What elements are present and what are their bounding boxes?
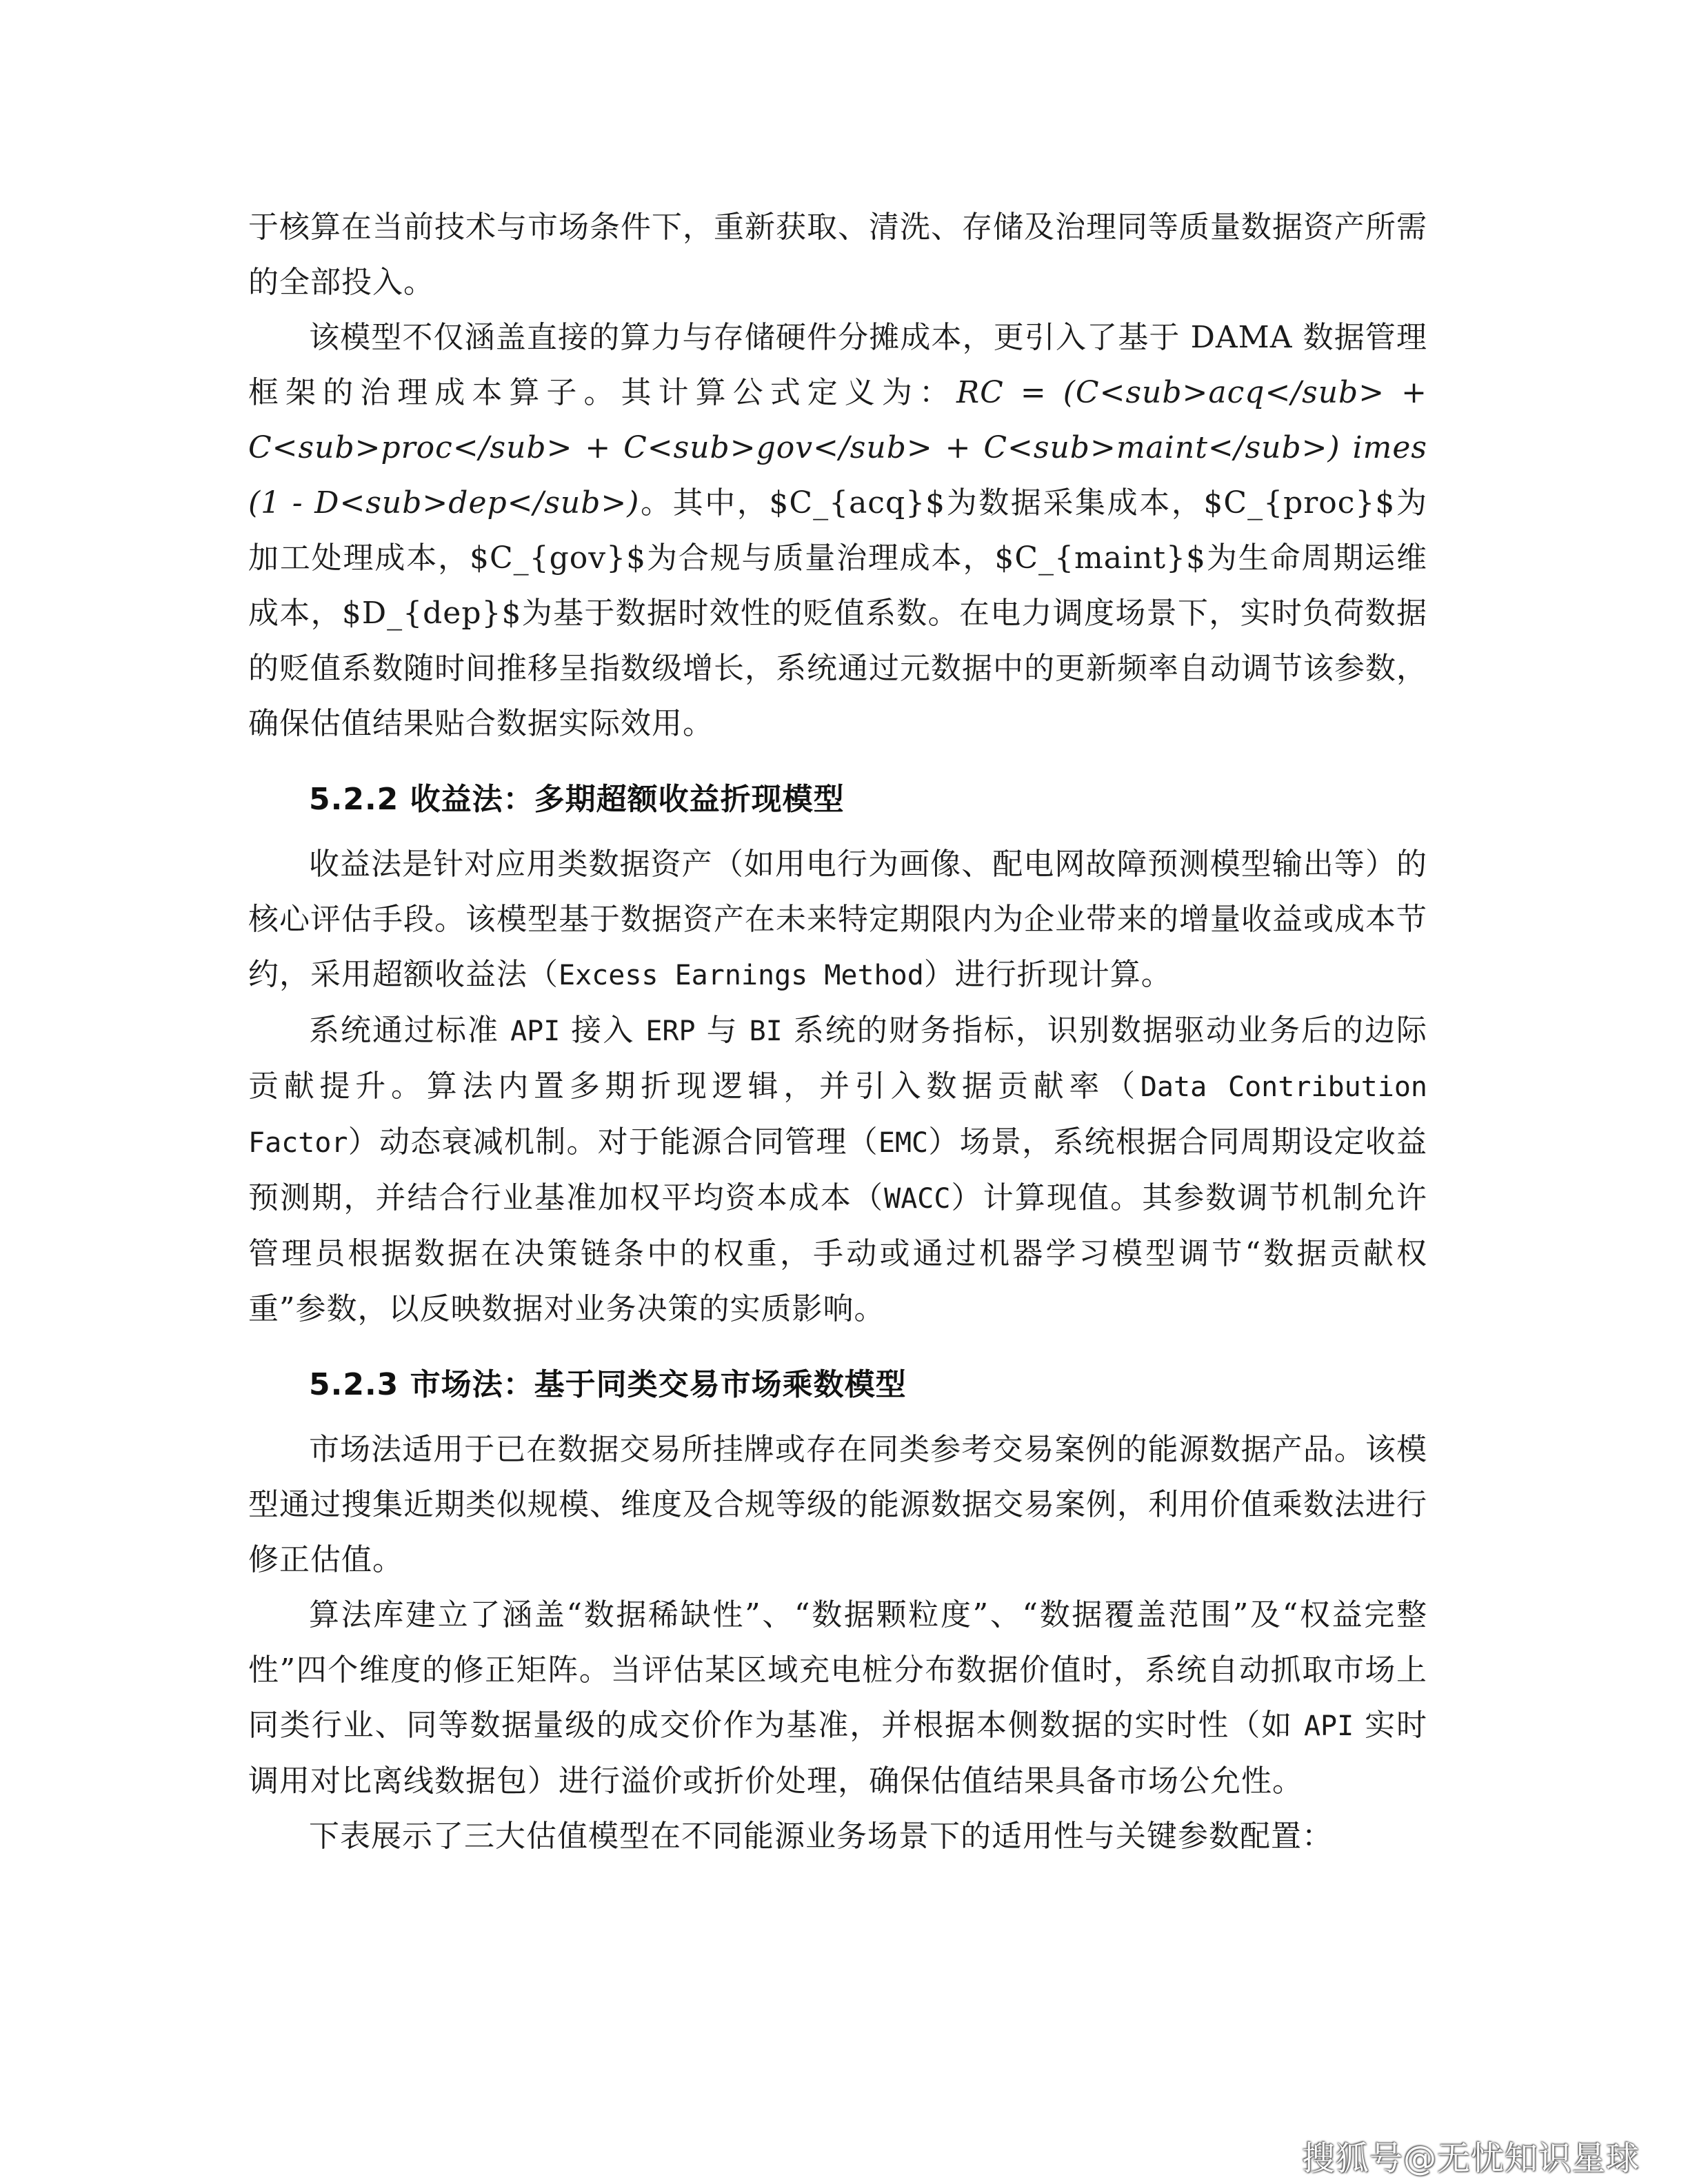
paragraph-text: 算法库建立了涵盖“数据稀缺性”、“数据颗粒度”、“数据覆盖范围”及“权益完整性”四个维度的修正矩阵。当评估某区域充电桩分布数据价值时，系统自动抓取市场上同类行业、同等数据量级的成交价作为基准，并根据本侧数据的实时性（如 bbox=[248, 1597, 1427, 1743]
paragraph-replacement-cost bbox=[248, 310, 1427, 751]
term-excess-earnings: Excess Earnings Method bbox=[559, 960, 924, 991]
term-erp: ERP bbox=[645, 1015, 696, 1047]
term-data-contribution-factor: Data Contribution Factor bbox=[248, 1071, 1427, 1159]
term-api: API bbox=[510, 1015, 561, 1047]
paragraph-adjustment-matrix bbox=[248, 1588, 1427, 1809]
paragraph-income-method bbox=[248, 837, 1427, 1003]
paragraph-text: 该模型不仅涵盖直接的算力与存储硬件分摊成本，更引入了基于 DAMA 数据管理框架的治理成本算子。其计算公式定义为： bbox=[248, 320, 1427, 410]
paragraph-text: 接入 bbox=[560, 1013, 646, 1048]
paragraph-text: 于核算在当前技术与市场条件下，重新获取、清洗、存储及治理同等质量数据资产所需的全部投入。 bbox=[248, 210, 1427, 300]
term-api: API bbox=[1303, 1710, 1354, 1742]
paragraph-text: 实时调用对比离线数据包）进行溢价或折价处理，确保估值结果具备市场公允性。 bbox=[248, 1708, 1427, 1799]
paragraph-text: 下表展示了三大估值模型在不同能源业务场景下的适用性与关键参数配置： bbox=[309, 1819, 1333, 1854]
section-heading-5-2-2: 5.2.2 收益法：多期超额收益折现模型 bbox=[309, 782, 845, 817]
paragraph-system-api bbox=[248, 1003, 1427, 1337]
paragraph-text: 收益法是针对应用类数据资产（如用电行为画像、配电网故障预测模型输出等）的核心评估手段。该模型基于数据资产在未来特定期限内为企业带来的增量收益或成本节约，采用超额收益法（ bbox=[248, 847, 1427, 992]
cost-formula: RC = (C<sub>acq</sub> + C<sub>proc</sub> + C<sub>gov</sub> + C<sub>maint</sub>) imes (1 - D<sub>dep</sub>) bbox=[248, 375, 1427, 520]
paragraph-market-method bbox=[248, 1422, 1427, 1588]
paragraph-text: 系统通过标准 bbox=[309, 1013, 511, 1048]
term-wacc: WACC bbox=[884, 1183, 951, 1215]
paragraph-text: ）进行折现计算。 bbox=[923, 957, 1172, 992]
term-bi: BI bbox=[749, 1015, 783, 1047]
document-page bbox=[248, 200, 1427, 1864]
paragraph-table-intro bbox=[248, 1809, 1427, 1864]
paragraph-text: ）计算现值。其参数调节机制允许管理员根据数据在决策链条中的权重，手动或通过机器学习模型调节“数据贡献权重”参数，以反映数据对业务决策的实质影响。 bbox=[248, 1180, 1428, 1326]
watermark: 搜狐号@无忧知识星球 bbox=[1301, 2139, 1640, 2178]
paragraph-text: 与 bbox=[695, 1013, 750, 1048]
section-heading-5-2-3: 5.2.3 市场法：基于同类交易市场乘数模型 bbox=[309, 1367, 907, 1402]
paragraph-text: 市场法适用于已在数据交易所挂牌或存在同类参考交易案例的能源数据产品。该模型通过搜集近期类似规模、维度及合规等级的能源数据交易案例，利用价值乘数法进行修正估值。 bbox=[248, 1432, 1427, 1577]
paragraph-text: 。其中，$C_{acq}$为数据采集成本，$C_{proc}$为加工处理成本，$C_{gov}$为合规与质量治理成本，$C_{maint}$为生命周期运维成本，$D_{dep}$为基于数据时效性的贬值系数。在电力调度场景下，实时负荷数据的贬值系数随时间推移呈指数级增长，系统通过元数据中的更新频率自动调节该参数，确保估值结果贴合数据实际效用。 bbox=[248, 485, 1427, 741]
paragraph-continuation bbox=[248, 200, 1427, 310]
paragraph-text: ）动态衰减机制。对于能源合同管理（ bbox=[348, 1124, 878, 1160]
paragraph-text: ）场景，系统根据合同周期设定收益预测期，并结合行业基准加权平均资本成本（ bbox=[248, 1124, 1428, 1215]
paragraph-text: 系统的财务指标，识别数据驱动业务后的边际贡献提升。算法内置多期折现逻辑，并引入数据贡献率（ bbox=[248, 1013, 1427, 1104]
term-emc: EMC bbox=[878, 1127, 929, 1159]
